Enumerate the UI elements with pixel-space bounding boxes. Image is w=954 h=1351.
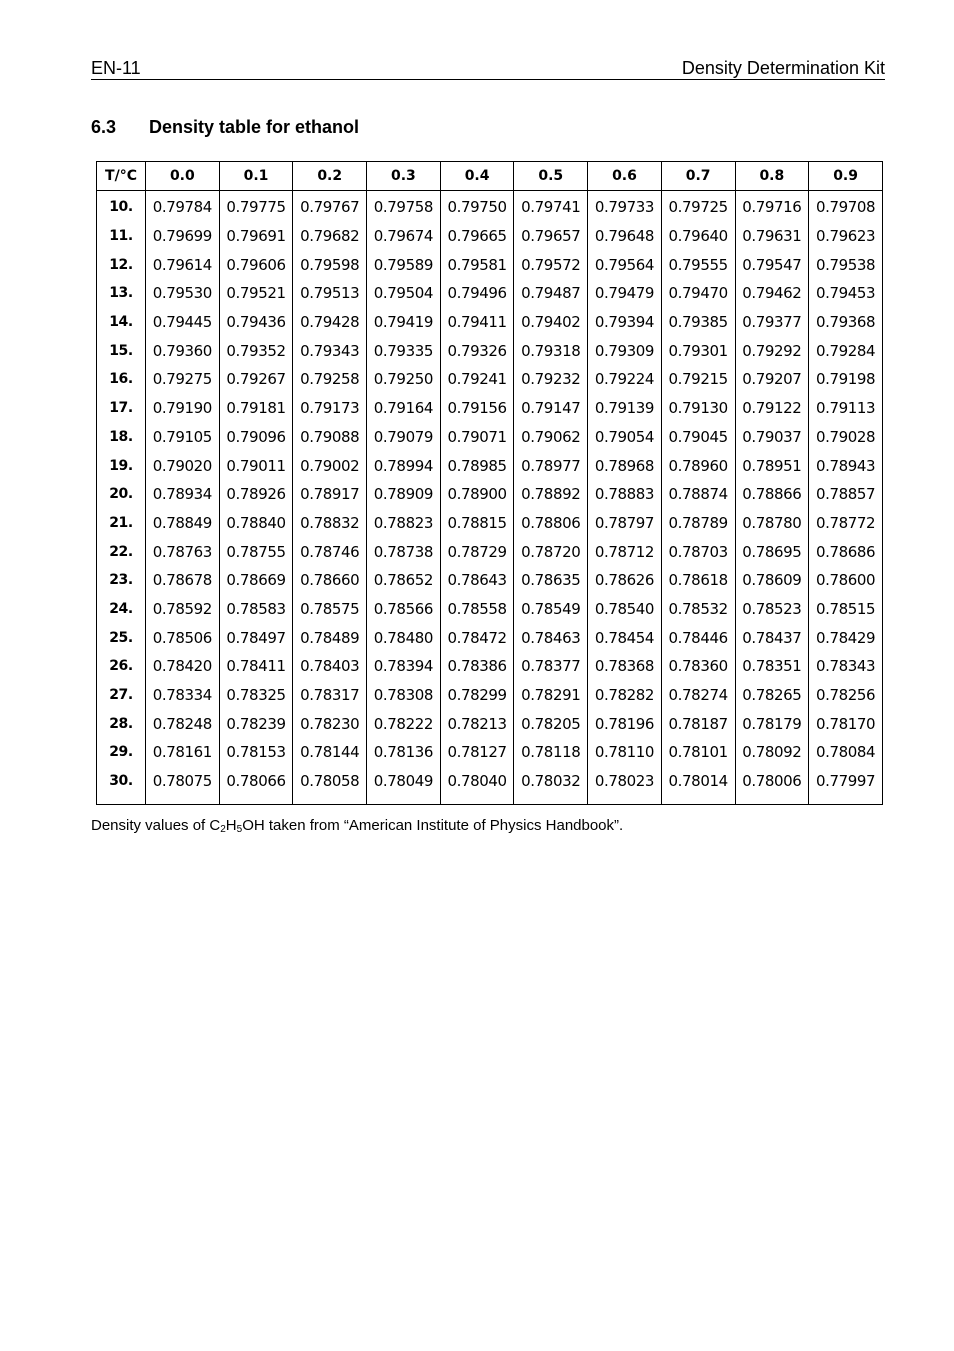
- density-cell: 0.78643: [440, 566, 514, 595]
- density-cell: 0.79385: [661, 308, 735, 337]
- density-cell: 0.79513: [293, 279, 367, 308]
- density-cell: 0.78187: [661, 709, 735, 738]
- density-cell: 0.78943: [809, 451, 883, 480]
- density-cell: 0.78317: [293, 681, 367, 710]
- temperature-cell: 29.: [97, 738, 146, 767]
- density-cell: 0.79173: [293, 394, 367, 423]
- density-cell: 0.78635: [514, 566, 588, 595]
- density-cell: 0.79538: [809, 250, 883, 279]
- density-cell: 0.79301: [661, 336, 735, 365]
- density-cell: 0.78386: [440, 652, 514, 681]
- density-cell: 0.78256: [809, 681, 883, 710]
- table-row: [97, 738, 883, 767]
- density-cell: 0.78772: [809, 509, 883, 538]
- density-cell: 0.79784: [146, 191, 220, 222]
- spacer-cell: [588, 795, 662, 805]
- table-row: [97, 566, 883, 595]
- density-cell: 0.78866: [735, 480, 809, 509]
- density-cell: 0.78883: [588, 480, 662, 509]
- density-cell: 0.78806: [514, 509, 588, 538]
- density-cell: 0.79164: [367, 394, 441, 423]
- density-cell: 0.78515: [809, 595, 883, 624]
- density-cell: 0.79088: [293, 423, 367, 452]
- density-cell: 0.79767: [293, 191, 367, 222]
- table-row: [97, 537, 883, 566]
- density-cell: 0.78669: [219, 566, 293, 595]
- density-cell: 0.78420: [146, 652, 220, 681]
- density-cell: 0.79181: [219, 394, 293, 423]
- density-cell: 0.78738: [367, 537, 441, 566]
- temperature-cell: 15.: [97, 336, 146, 365]
- density-cell: 0.78170: [809, 709, 883, 738]
- density-table: [96, 161, 883, 805]
- document-title: Density Determination Kit: [681, 58, 885, 78]
- density-cell: 0.78454: [588, 623, 662, 652]
- temperature-cell: 23.: [97, 566, 146, 595]
- density-cell: 0.79071: [440, 423, 514, 452]
- column-header: 0.5: [514, 162, 588, 191]
- density-cell: 0.78583: [219, 595, 293, 624]
- density-cell: 0.78144: [293, 738, 367, 767]
- table-row: [97, 480, 883, 509]
- footnote-mid: H: [225, 817, 237, 834]
- density-cell: 0.79631: [735, 222, 809, 251]
- spacer-cell: [219, 795, 293, 805]
- density-cell: 0.79113: [809, 394, 883, 423]
- density-cell: 0.79147: [514, 394, 588, 423]
- density-cell: 0.79275: [146, 365, 220, 394]
- density-cell: 0.78239: [219, 709, 293, 738]
- density-cell: 0.78558: [440, 595, 514, 624]
- density-cell: 0.79198: [809, 365, 883, 394]
- column-header: 0.0: [146, 162, 220, 191]
- temperature-cell: 17.: [97, 394, 146, 423]
- table-row: [97, 709, 883, 738]
- density-cell: 0.78480: [367, 623, 441, 652]
- density-cell: 0.79037: [735, 423, 809, 452]
- table-row: [97, 423, 883, 452]
- density-cell: 0.78575: [293, 595, 367, 624]
- density-cell: 0.79733: [588, 191, 662, 222]
- density-cell: 0.78917: [293, 480, 367, 509]
- density-cell: 0.77997: [809, 767, 883, 796]
- table-row: [97, 652, 883, 681]
- density-cell: 0.79139: [588, 394, 662, 423]
- density-cell: 0.78532: [661, 595, 735, 624]
- density-cell: 0.78686: [809, 537, 883, 566]
- density-cell: 0.78325: [219, 681, 293, 710]
- density-cell: 0.78308: [367, 681, 441, 710]
- density-cell: 0.78985: [440, 451, 514, 480]
- footnote: [91, 816, 623, 836]
- density-cell: 0.78058: [293, 767, 367, 796]
- density-cell: 0.78230: [293, 709, 367, 738]
- density-cell: 0.78205: [514, 709, 588, 738]
- density-cell: 0.79453: [809, 279, 883, 308]
- table-row: [97, 681, 883, 710]
- column-header: 0.9: [809, 162, 883, 191]
- density-cell: 0.79581: [440, 250, 514, 279]
- spacer-cell: [440, 795, 514, 805]
- density-cell: 0.78118: [514, 738, 588, 767]
- table-row: [97, 394, 883, 423]
- density-cell: 0.78343: [809, 652, 883, 681]
- density-cell: 0.78540: [588, 595, 662, 624]
- density-cell: 0.78789: [661, 509, 735, 538]
- density-cell: 0.78926: [219, 480, 293, 509]
- temperature-cell: 12.: [97, 250, 146, 279]
- density-cell: 0.79020: [146, 451, 220, 480]
- density-cell: 0.79775: [219, 191, 293, 222]
- density-cell: 0.78368: [588, 652, 662, 681]
- density-cell: 0.79572: [514, 250, 588, 279]
- table-row: [97, 279, 883, 308]
- density-cell: 0.78909: [367, 480, 441, 509]
- density-cell: 0.79011: [219, 451, 293, 480]
- density-cell: 0.78849: [146, 509, 220, 538]
- density-cell: 0.78351: [735, 652, 809, 681]
- density-cell: 0.79682: [293, 222, 367, 251]
- density-cell: 0.78179: [735, 709, 809, 738]
- density-cell: 0.78960: [661, 451, 735, 480]
- temperature-cell: 22.: [97, 537, 146, 566]
- density-cell: 0.79436: [219, 308, 293, 337]
- spacer-cell: [735, 795, 809, 805]
- density-cell: 0.78497: [219, 623, 293, 652]
- density-cell: 0.78780: [735, 509, 809, 538]
- section-title: Density table for ethanol: [149, 117, 360, 137]
- density-cell: 0.78506: [146, 623, 220, 652]
- density-cell: 0.78066: [219, 767, 293, 796]
- density-cell: 0.79725: [661, 191, 735, 222]
- density-cell: 0.79445: [146, 308, 220, 337]
- density-cell: 0.79326: [440, 336, 514, 365]
- footnote-suffix: OH taken from “American Institute of Physics Handbook”.: [242, 817, 624, 834]
- density-cell: 0.78609: [735, 566, 809, 595]
- density-cell: 0.79657: [514, 222, 588, 251]
- section-number: 6.3: [91, 117, 117, 137]
- density-cell: 0.79547: [735, 250, 809, 279]
- density-cell: 0.79207: [735, 365, 809, 394]
- density-cell: 0.78291: [514, 681, 588, 710]
- table-row: [97, 623, 883, 652]
- density-cell: 0.79232: [514, 365, 588, 394]
- density-cell: 0.79368: [809, 308, 883, 337]
- table-row: [97, 595, 883, 624]
- density-cell: 0.79309: [588, 336, 662, 365]
- temperature-cell: 30.: [97, 767, 146, 796]
- column-header: 0.6: [588, 162, 662, 191]
- page-number: EN-11: [91, 58, 141, 78]
- density-cell: 0.79318: [514, 336, 588, 365]
- density-cell: 0.78832: [293, 509, 367, 538]
- density-cell: 0.78695: [735, 537, 809, 566]
- density-cell: 0.78729: [440, 537, 514, 566]
- density-cell: 0.78652: [367, 566, 441, 595]
- column-header: 0.2: [293, 162, 367, 191]
- density-cell: 0.79045: [661, 423, 735, 452]
- density-cell: 0.79122: [735, 394, 809, 423]
- density-cell: 0.78489: [293, 623, 367, 652]
- density-cell: 0.78032: [514, 767, 588, 796]
- density-cell: 0.79428: [293, 308, 367, 337]
- density-cell: 0.78815: [440, 509, 514, 538]
- temperature-cell: 27.: [97, 681, 146, 710]
- temperature-cell: 10.: [97, 191, 146, 222]
- temperature-cell: 14.: [97, 308, 146, 337]
- density-cell: 0.78006: [735, 767, 809, 796]
- density-cell: 0.78377: [514, 652, 588, 681]
- density-cell: 0.79665: [440, 222, 514, 251]
- density-cell: 0.79691: [219, 222, 293, 251]
- density-cell: 0.78763: [146, 537, 220, 566]
- density-cell: 0.79479: [588, 279, 662, 308]
- density-cell: 0.78101: [661, 738, 735, 767]
- table-bottom-spacer: [97, 795, 883, 805]
- density-cell: 0.78840: [219, 509, 293, 538]
- density-cell: 0.79054: [588, 423, 662, 452]
- density-cell: 0.78161: [146, 738, 220, 767]
- density-cell: 0.78720: [514, 537, 588, 566]
- density-cell: 0.78618: [661, 566, 735, 595]
- table-row: [97, 191, 883, 222]
- density-cell: 0.78360: [661, 652, 735, 681]
- density-cell: 0.79352: [219, 336, 293, 365]
- density-cell: 0.78437: [735, 623, 809, 652]
- density-cell: 0.78023: [588, 767, 662, 796]
- temperature-cell: 21.: [97, 509, 146, 538]
- table-row: [97, 509, 883, 538]
- density-cell: 0.78823: [367, 509, 441, 538]
- density-cell: 0.79521: [219, 279, 293, 308]
- density-cell: 0.79614: [146, 250, 220, 279]
- spacer-cell: [661, 795, 735, 805]
- density-cell: 0.78977: [514, 451, 588, 480]
- density-cell: 0.78049: [367, 767, 441, 796]
- density-cell: 0.79250: [367, 365, 441, 394]
- density-cell: 0.79224: [588, 365, 662, 394]
- density-cell: 0.78153: [219, 738, 293, 767]
- density-cell: 0.78523: [735, 595, 809, 624]
- density-cell: 0.79741: [514, 191, 588, 222]
- density-cell: 0.79215: [661, 365, 735, 394]
- density-cell: 0.78463: [514, 623, 588, 652]
- density-cell: 0.78678: [146, 566, 220, 595]
- density-cell: 0.78746: [293, 537, 367, 566]
- table-header-row: [97, 162, 883, 191]
- density-cell: 0.79708: [809, 191, 883, 222]
- density-cell: 0.79028: [809, 423, 883, 452]
- density-cell: 0.78248: [146, 709, 220, 738]
- density-cell: 0.79555: [661, 250, 735, 279]
- temperature-cell: 13.: [97, 279, 146, 308]
- corner-header: T/°C: [97, 162, 146, 191]
- density-cell: 0.78900: [440, 480, 514, 509]
- density-cell: 0.79496: [440, 279, 514, 308]
- temperature-cell: 25.: [97, 623, 146, 652]
- column-header: 0.1: [219, 162, 293, 191]
- table-row: [97, 767, 883, 796]
- density-cell: 0.79360: [146, 336, 220, 365]
- density-cell: 0.79674: [367, 222, 441, 251]
- column-header: 0.8: [735, 162, 809, 191]
- density-cell: 0.79623: [809, 222, 883, 251]
- density-cell: 0.79002: [293, 451, 367, 480]
- density-cell: 0.78712: [588, 537, 662, 566]
- density-cell: 0.78110: [588, 738, 662, 767]
- density-cell: 0.79156: [440, 394, 514, 423]
- density-cell: 0.78127: [440, 738, 514, 767]
- density-cell: 0.78951: [735, 451, 809, 480]
- density-cell: 0.79606: [219, 250, 293, 279]
- section-heading: [91, 116, 359, 138]
- density-cell: 0.79284: [809, 336, 883, 365]
- density-cell: 0.79564: [588, 250, 662, 279]
- density-cell: 0.78703: [661, 537, 735, 566]
- density-cell: 0.79292: [735, 336, 809, 365]
- density-cell: 0.78994: [367, 451, 441, 480]
- density-cell: 0.79470: [661, 279, 735, 308]
- density-cell: 0.78213: [440, 709, 514, 738]
- density-cell: 0.79419: [367, 308, 441, 337]
- density-cell: 0.78968: [588, 451, 662, 480]
- density-cell: 0.78222: [367, 709, 441, 738]
- footnote-sub-2: 5: [236, 824, 243, 835]
- spacer-cell: [809, 795, 883, 805]
- density-cell: 0.78874: [661, 480, 735, 509]
- density-cell: 0.78626: [588, 566, 662, 595]
- density-cell: 0.79504: [367, 279, 441, 308]
- footnote-prefix: Density values of C: [91, 817, 221, 834]
- column-header: 0.3: [367, 162, 441, 191]
- density-cell: 0.79758: [367, 191, 441, 222]
- density-cell: 0.78299: [440, 681, 514, 710]
- density-cell: 0.78282: [588, 681, 662, 710]
- density-cell: 0.79258: [293, 365, 367, 394]
- density-cell: 0.79130: [661, 394, 735, 423]
- density-cell: 0.79343: [293, 336, 367, 365]
- temperature-cell: 16.: [97, 365, 146, 394]
- density-cell: 0.78274: [661, 681, 735, 710]
- density-cell: 0.79096: [219, 423, 293, 452]
- temperature-cell: 18.: [97, 423, 146, 452]
- density-cell: 0.79402: [514, 308, 588, 337]
- density-cell: 0.78394: [367, 652, 441, 681]
- density-cell: 0.78446: [661, 623, 735, 652]
- spacer-cell: [97, 795, 146, 805]
- density-cell: 0.79598: [293, 250, 367, 279]
- density-cell: 0.79462: [735, 279, 809, 308]
- spacer-cell: [367, 795, 441, 805]
- density-cell: 0.78660: [293, 566, 367, 595]
- density-cell: 0.78136: [367, 738, 441, 767]
- spacer-cell: [146, 795, 220, 805]
- density-cell: 0.79648: [588, 222, 662, 251]
- table-row: [97, 336, 883, 365]
- density-cell: 0.78334: [146, 681, 220, 710]
- density-cell: 0.79487: [514, 279, 588, 308]
- temperature-cell: 24.: [97, 595, 146, 624]
- column-header: 0.4: [440, 162, 514, 191]
- density-cell: 0.78040: [440, 767, 514, 796]
- table-body: [97, 191, 883, 805]
- density-cell: 0.78411: [219, 652, 293, 681]
- density-cell: 0.78084: [809, 738, 883, 767]
- density-cell: 0.78755: [219, 537, 293, 566]
- density-cell: 0.78857: [809, 480, 883, 509]
- density-cell: 0.78797: [588, 509, 662, 538]
- density-cell: 0.78014: [661, 767, 735, 796]
- density-cell: 0.79411: [440, 308, 514, 337]
- density-cell: 0.78265: [735, 681, 809, 710]
- density-cell: 0.78934: [146, 480, 220, 509]
- density-cell: 0.78429: [809, 623, 883, 652]
- density-cell: 0.79105: [146, 423, 220, 452]
- density-cell: 0.78566: [367, 595, 441, 624]
- temperature-cell: 11.: [97, 222, 146, 251]
- density-cell: 0.79589: [367, 250, 441, 279]
- density-cell: 0.79377: [735, 308, 809, 337]
- spacer-cell: [293, 795, 367, 805]
- density-cell: 0.79190: [146, 394, 220, 423]
- density-cell: 0.79699: [146, 222, 220, 251]
- density-cell: 0.79640: [661, 222, 735, 251]
- density-cell: 0.78592: [146, 595, 220, 624]
- page-header: [91, 58, 885, 80]
- density-cell: 0.79062: [514, 423, 588, 452]
- column-header: 0.7: [661, 162, 735, 191]
- density-cell: 0.79267: [219, 365, 293, 394]
- footnote-sub-1: 2: [220, 824, 226, 835]
- density-cell: 0.79079: [367, 423, 441, 452]
- density-cell: 0.79335: [367, 336, 441, 365]
- temperature-cell: 19.: [97, 451, 146, 480]
- temperature-cell: 20.: [97, 480, 146, 509]
- temperature-cell: 28.: [97, 709, 146, 738]
- table-row: [97, 222, 883, 251]
- density-cell: 0.78196: [588, 709, 662, 738]
- density-cell: 0.79750: [440, 191, 514, 222]
- density-cell: 0.78403: [293, 652, 367, 681]
- density-cell: 0.79394: [588, 308, 662, 337]
- density-cell: 0.79716: [735, 191, 809, 222]
- density-cell: 0.78600: [809, 566, 883, 595]
- table-row: [97, 308, 883, 337]
- density-cell: 0.79530: [146, 279, 220, 308]
- temperature-cell: 26.: [97, 652, 146, 681]
- density-cell: 0.78092: [735, 738, 809, 767]
- density-cell: 0.78472: [440, 623, 514, 652]
- density-cell: 0.78549: [514, 595, 588, 624]
- spacer-cell: [514, 795, 588, 805]
- density-cell: 0.78075: [146, 767, 220, 796]
- table-row: [97, 451, 883, 480]
- table-row: [97, 365, 883, 394]
- density-cell: 0.79241: [440, 365, 514, 394]
- table-row: [97, 250, 883, 279]
- density-cell: 0.78892: [514, 480, 588, 509]
